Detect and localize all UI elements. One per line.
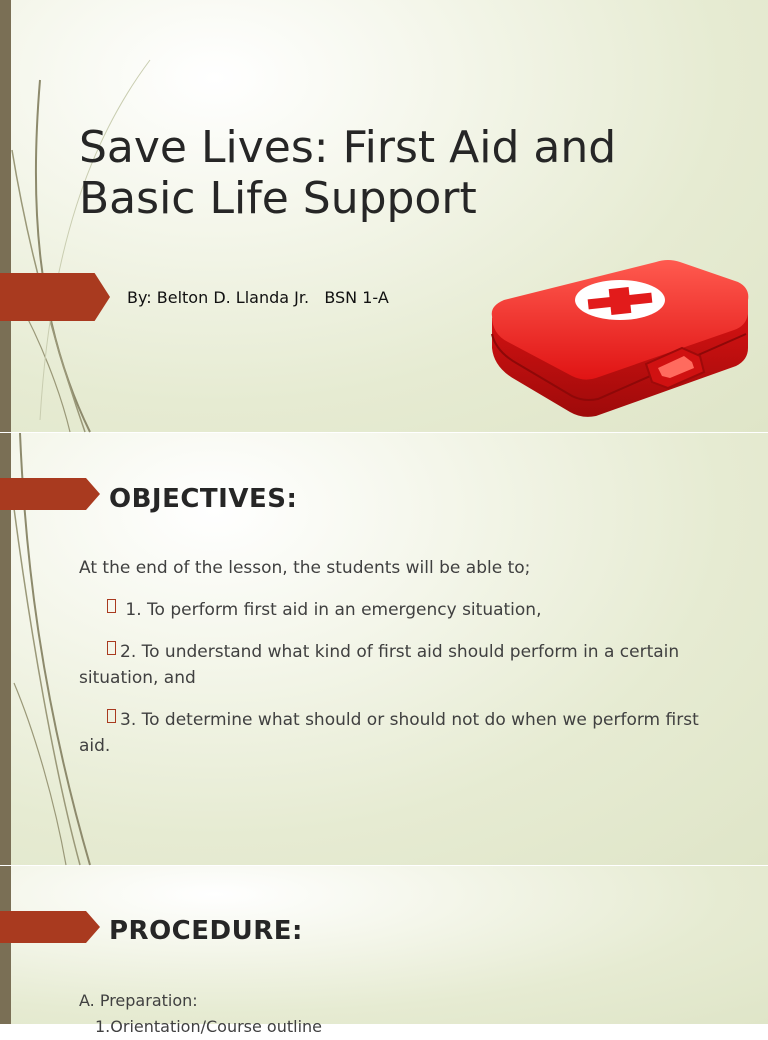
objective-item-3: 3. To determine what should or should not do when we perform first aid. xyxy=(79,710,699,756)
objective-item-1: 1. To perform first aid in an emergency situation, xyxy=(79,597,729,623)
left-accent-bar xyxy=(0,866,11,1024)
procedure-arrow-tag xyxy=(0,911,100,943)
title-arrow-tag xyxy=(0,273,110,321)
bullet-icon xyxy=(107,709,116,723)
bullet-icon xyxy=(107,599,116,613)
objectives-slide xyxy=(0,433,768,865)
objectives-body xyxy=(79,555,729,775)
procedure-slide xyxy=(0,866,768,1036)
procedure-sub-item: 1.Orientation/Course outline xyxy=(95,1017,323,1036)
slide-title: Save Lives: First Aid and Basic Life Support xyxy=(79,122,617,224)
procedure-section: A. Preparation: xyxy=(79,991,198,1010)
bullet-icon xyxy=(107,641,116,655)
objectives-arrow-tag xyxy=(0,478,100,510)
objective-item-2: 2. To understand what kind of first aid should perform in a certain situation, and xyxy=(79,642,680,688)
objectives-intro: At the end of the lesson, the students will be able to; xyxy=(79,558,531,578)
first-aid-kit-image xyxy=(486,256,752,422)
objectives-heading: OBJECTIVES: xyxy=(109,484,298,514)
title-slide xyxy=(0,0,768,432)
left-accent-bar xyxy=(0,0,11,432)
procedure-body xyxy=(79,988,729,1040)
procedure-heading: PROCEDURE: xyxy=(109,916,303,946)
author-byline: By: Belton D. Llanda Jr. BSN 1-A xyxy=(127,288,389,307)
